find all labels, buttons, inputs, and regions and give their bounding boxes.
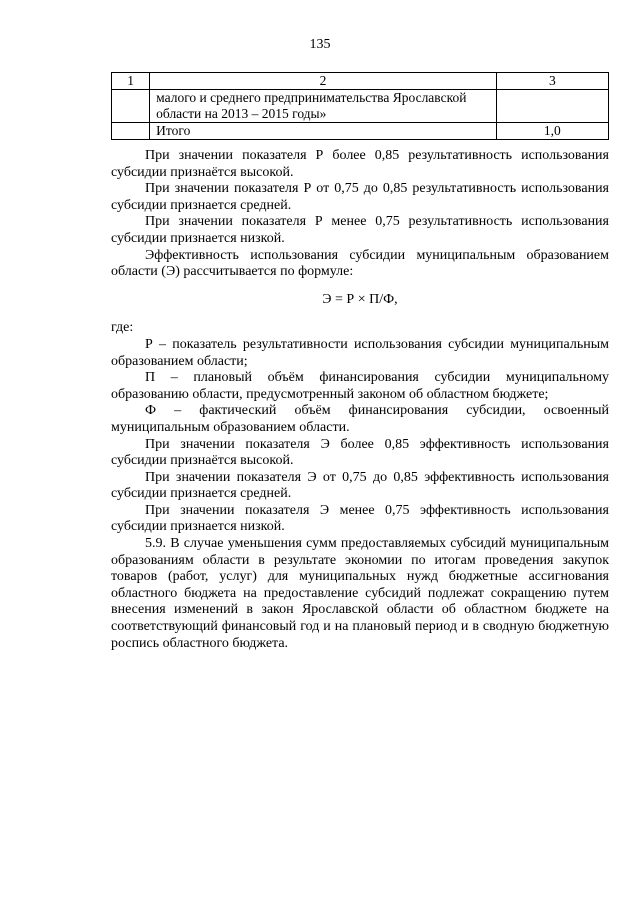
summary-table [111, 72, 609, 140]
definition-paragraph: Р – показатель результативности использования субсидии муниципальным образованием области; [111, 336, 609, 369]
definition-paragraph: Ф – фактический объём финансирования субсидии, освоенный муниципальным образованием области. [111, 403, 609, 435]
table-cell-name: Итого [150, 123, 497, 140]
table-cell-value [496, 90, 608, 123]
table-total-row [112, 123, 609, 140]
section-paragraph: 5.9. В случае уменьшения сумм предоставляемых субсидий муниципальным образованиям области в результате экономии по итогам проведения закупок товаров (работ, услуг) для муниципальных нужд бюджетные ассигнования областного бюджета на предоставление субсидий подлежат сокращению путем внесения изменений в закон Ярославской области об областном бюджете на соответствующий финансовый год и на плановый период и в сводную бюджетную роспись областного бюджета. [111, 536, 609, 651]
paragraph: Эффективность использования субсидии муниципальным образованием области (Э) рассчитывается по формуле: [111, 247, 609, 280]
table-header-cell: 3 [496, 73, 608, 90]
paragraph: При значении показателя Э от 0,75 до 0,85 эффективность использования субсидии признается средней. [111, 469, 609, 502]
paragraph: При значении показателя Р более 0,85 результативность использования субсидии признаётся высокой. [111, 148, 609, 180]
table-cell-value: 1,0 [496, 123, 608, 140]
table-cell-num [112, 123, 150, 140]
document-body [111, 148, 609, 652]
table-header-row [112, 73, 609, 90]
page-number: 135 [309, 37, 331, 52]
where-label: где: [111, 320, 134, 336]
table-header-cell: 1 [112, 73, 150, 90]
definition-paragraph: П – плановый объём финансирования субсидии муниципальному образованию области, предусмотренный законом об областном бюджете; [111, 370, 609, 402]
table-cell-name: малого и среднего предпринимательства Ярославской области на 2013 – 2015 годы» [150, 90, 497, 123]
table-cell-num [112, 90, 150, 123]
paragraph: При значении показателя Э более 0,85 эффективность использования субсидии признаётся высокой. [111, 436, 609, 469]
formula: Э = Р × П/Ф, [322, 291, 398, 307]
paragraph: При значении показателя Р от 0,75 до 0,85 результативность использования субсидии признается средней. [111, 181, 609, 213]
paragraph: При значении показателя Р менее 0,75 результативность использования субсидии признается низкой. [111, 214, 609, 246]
paragraph: При значении показателя Э менее 0,75 эффективность использования субсидии признается низкой. [111, 502, 609, 535]
table-header-cell: 2 [150, 73, 497, 90]
table-row [112, 90, 609, 123]
